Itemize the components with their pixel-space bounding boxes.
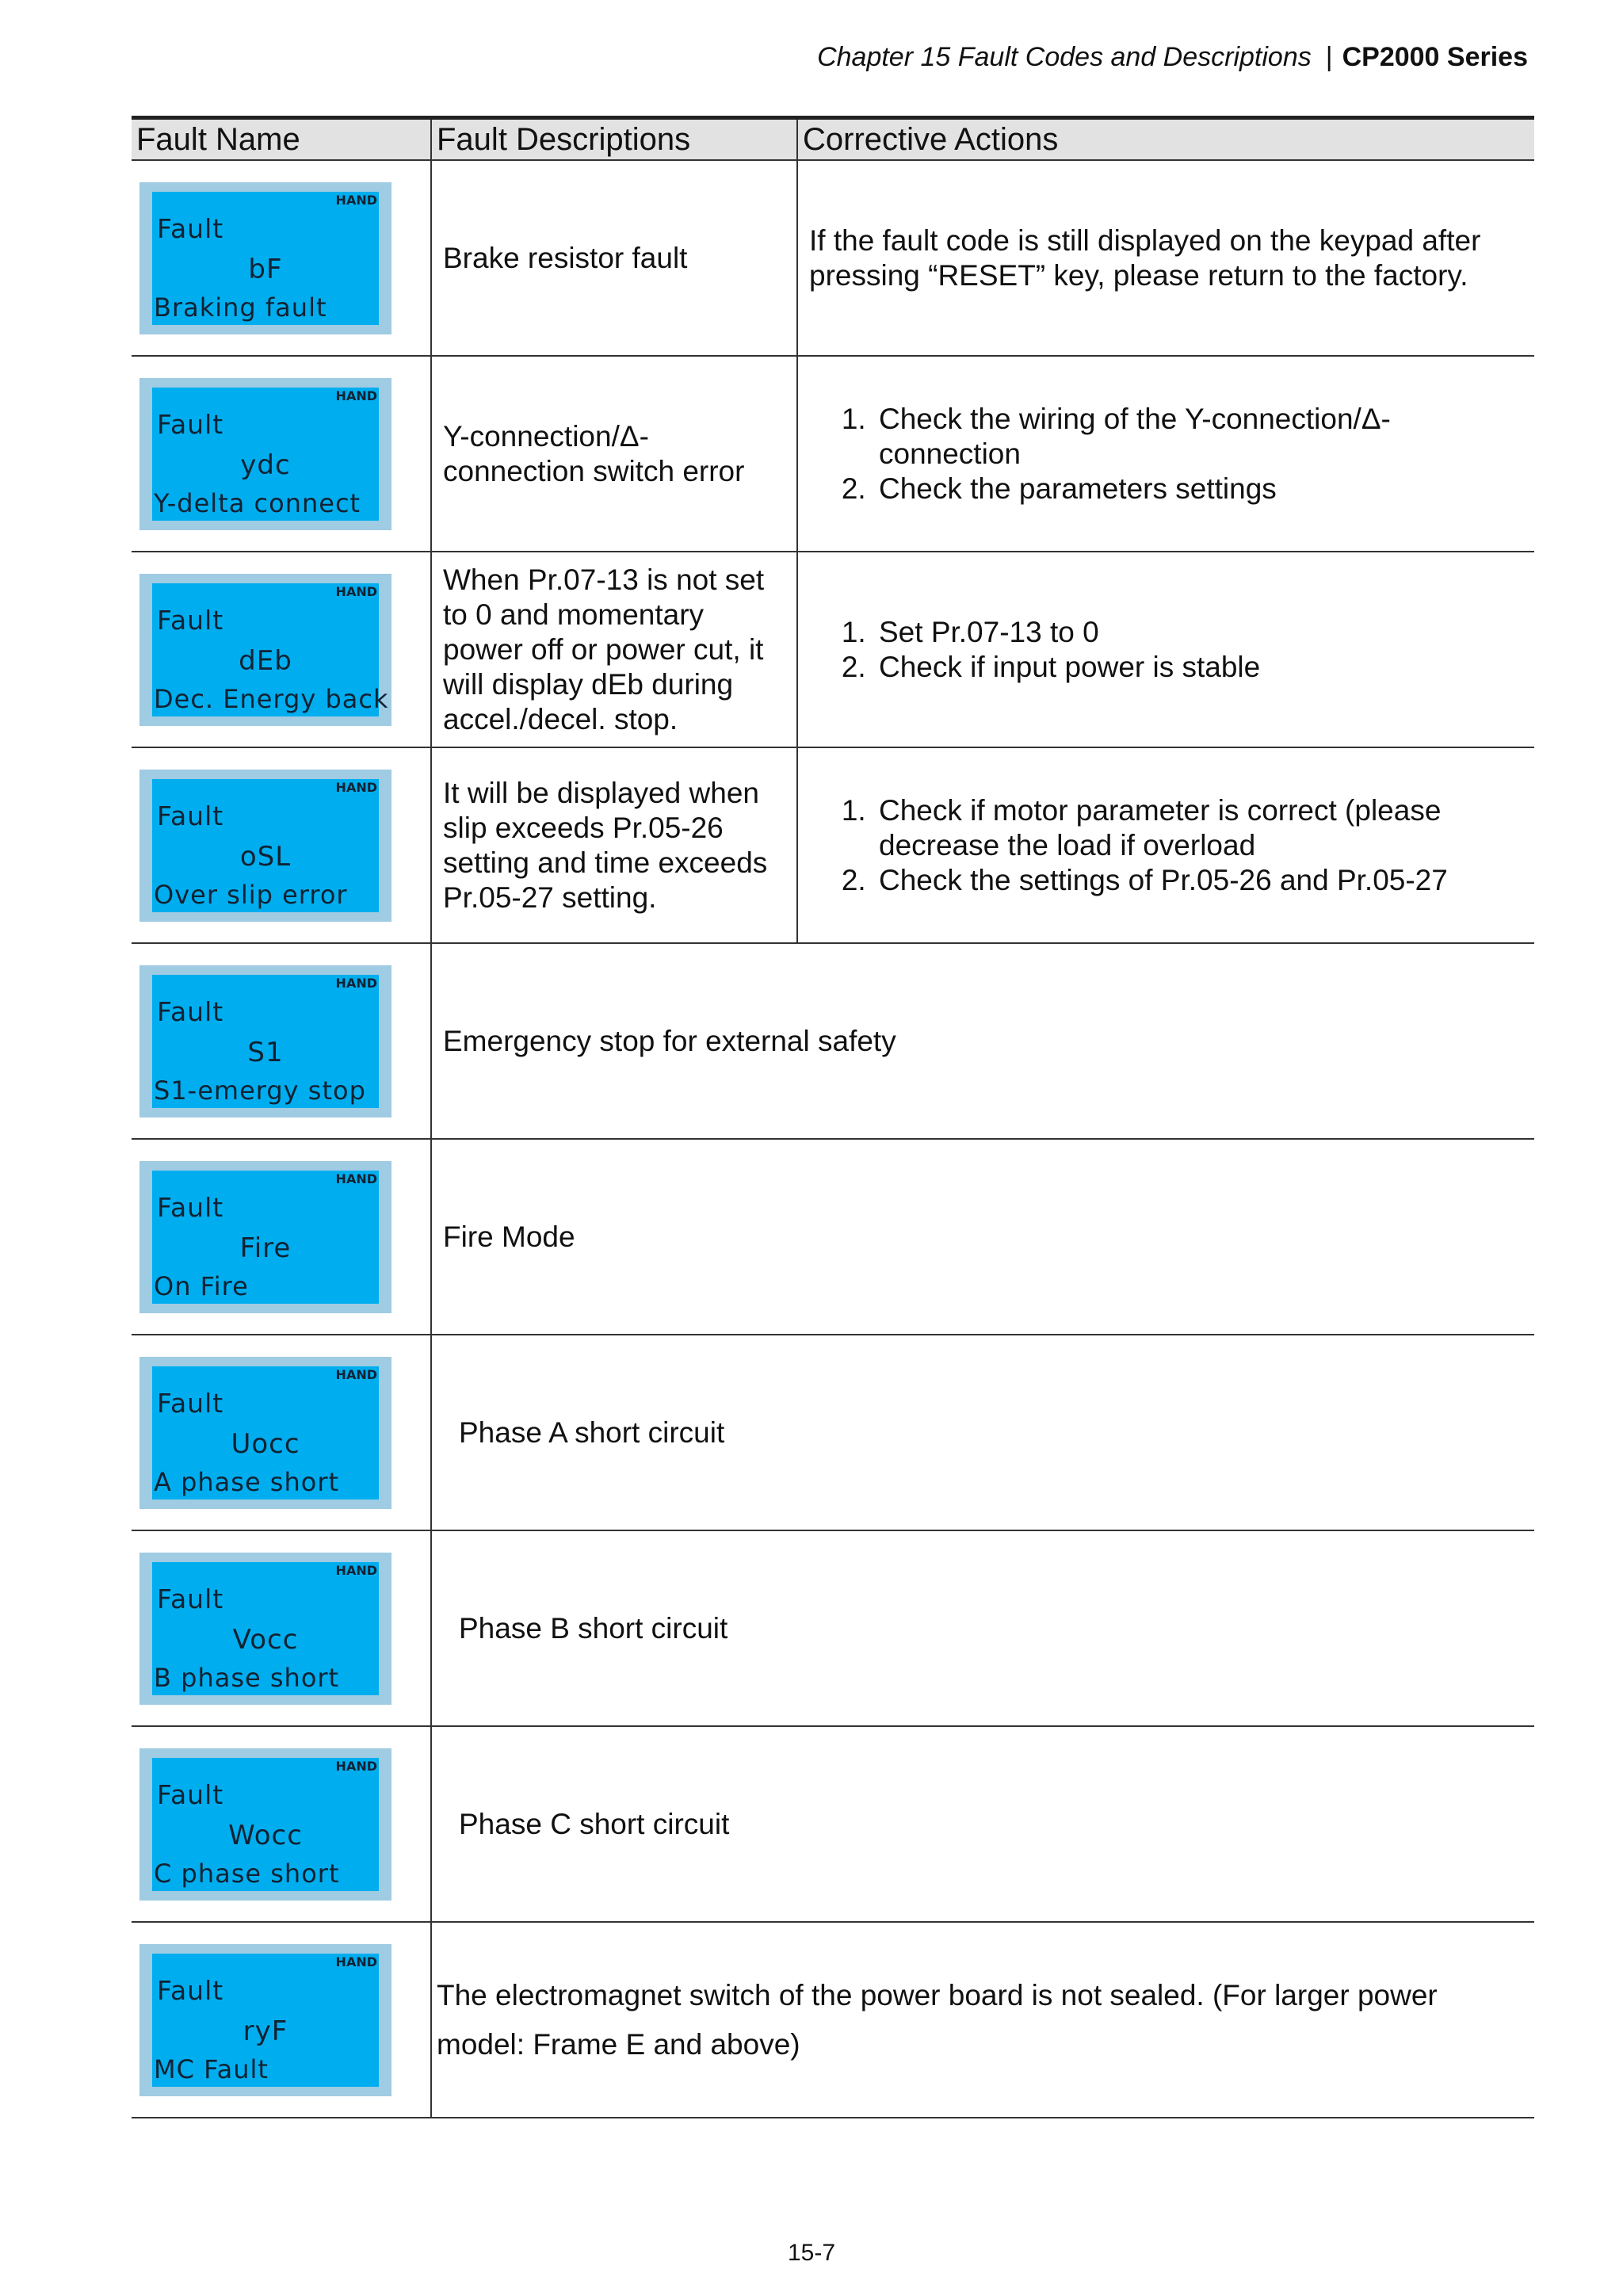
fault-short-desc: B phase short xyxy=(154,1662,340,1693)
column-header-corrective-actions: Corrective Actions xyxy=(797,118,1534,161)
fault-name-cell xyxy=(132,356,431,552)
corrective-action-item: 1. Check if motor parameter is correct (please decrease the load if overload xyxy=(874,793,1526,863)
fault-description: Brake resistor fault xyxy=(431,160,797,356)
table-row xyxy=(132,552,1534,747)
lcd-fault-label: Fault xyxy=(157,1583,224,1614)
chapter-title: Chapter 15 Fault Codes and Descriptions xyxy=(817,42,1312,72)
keypad-lcd-display xyxy=(139,1553,391,1705)
table-row xyxy=(132,747,1534,943)
fault-code: Uocc xyxy=(231,1427,300,1460)
hand-indicator: HAND xyxy=(335,1562,377,1578)
fault-code: oSL xyxy=(239,840,292,873)
corrective-actions-cell xyxy=(797,552,1534,747)
keypad-lcd-display xyxy=(139,182,391,334)
fault-name-cell xyxy=(132,552,431,747)
fault-description: Phase B short circuit xyxy=(431,1530,1534,1726)
hand-indicator: HAND xyxy=(335,583,377,599)
lcd-fault-label: Fault xyxy=(157,212,224,244)
hand-indicator: HAND xyxy=(335,975,377,991)
corrective-action-list xyxy=(809,402,1526,506)
keypad-lcd-display xyxy=(139,965,391,1117)
hand-indicator: HAND xyxy=(335,1954,377,1969)
lcd-fault-label: Fault xyxy=(157,1974,224,2006)
page-number: 15-7 xyxy=(787,2240,836,2266)
hand-indicator: HAND xyxy=(335,388,377,403)
table-row xyxy=(132,1726,1534,1922)
keypad-lcd-display xyxy=(139,1161,391,1313)
fault-description: When Pr.07-13 is not set to 0 and momentary power off or power cut, it will display dEb during accel./decel. stop. xyxy=(431,552,797,747)
corrective-action-item: 2. Check the settings of Pr.05-26 and Pr.05-27 xyxy=(874,863,1526,898)
corrective-action-item: 1. Check the wiring of the Y-connection/Δ-connection xyxy=(874,402,1526,472)
keypad-lcd-display xyxy=(139,1944,391,2096)
keypad-lcd-display xyxy=(139,770,391,922)
column-header-fault-descriptions: Fault Descriptions xyxy=(431,118,797,161)
corrective-actions-cell xyxy=(797,747,1534,943)
fault-code: Wocc xyxy=(228,1819,303,1851)
keypad-lcd-display xyxy=(139,1748,391,1901)
hand-indicator: HAND xyxy=(335,779,377,795)
fault-description: Phase C short circuit xyxy=(431,1726,1534,1922)
table-header-row xyxy=(132,118,1534,161)
keypad-lcd-display xyxy=(139,574,391,726)
fault-code: ydc xyxy=(240,449,291,481)
corrective-action-list xyxy=(809,615,1526,685)
fault-description: It will be displayed when slip exceeds Pr.05-26 setting and time exceeds Pr.05-27 setting. xyxy=(431,747,797,943)
fault-name-cell xyxy=(132,1726,431,1922)
lcd-fault-label: Fault xyxy=(157,1387,224,1419)
hand-indicator: HAND xyxy=(335,1171,377,1186)
fault-short-desc: Braking fault xyxy=(154,292,327,323)
fault-name-cell xyxy=(132,747,431,943)
fault-short-desc: C phase short xyxy=(154,1858,340,1889)
fault-code: bF xyxy=(248,253,283,285)
header-separator: | xyxy=(1325,42,1333,72)
fault-description: The electromagnet switch of the power board is not sealed. (For larger power model: Frame E and above) xyxy=(431,1922,1534,2118)
table-row xyxy=(132,943,1534,1139)
fault-name-cell xyxy=(132,1139,431,1335)
table-row xyxy=(132,1922,1534,2118)
fault-description: Y-connection/Δ-connection switch error xyxy=(431,356,797,552)
corrective-actions-cell xyxy=(797,356,1534,552)
lcd-fault-label: Fault xyxy=(157,1191,224,1223)
corrective-action-item: 2. Check the parameters settings xyxy=(874,472,1526,506)
fault-code: dEb xyxy=(239,644,292,677)
fault-short-desc: Over slip error xyxy=(154,879,348,910)
fault-table xyxy=(132,116,1534,2118)
column-header-fault-name: Fault Name xyxy=(132,118,431,161)
fault-short-desc: Y-delta connect xyxy=(154,487,361,518)
fault-name-cell xyxy=(132,943,431,1139)
corrective-action-item: 1. Set Pr.07-13 to 0 xyxy=(874,615,1526,650)
corrective-action-list xyxy=(809,793,1526,898)
series-name: CP2000 Series xyxy=(1342,42,1528,72)
corrective-action: If the fault code is still displayed on the keypad after pressing “RESET” key, please return to the factory. xyxy=(797,160,1534,356)
fault-name-cell xyxy=(132,1922,431,2118)
fault-name-cell xyxy=(132,1335,431,1530)
table-row xyxy=(132,356,1534,552)
table-row xyxy=(132,160,1534,356)
table-row xyxy=(132,1530,1534,1726)
fault-short-desc: S1-emergy stop xyxy=(154,1075,366,1106)
fault-short-desc: Dec. Energy back xyxy=(154,683,389,714)
hand-indicator: HAND xyxy=(335,192,377,208)
fault-short-desc: MC Fault xyxy=(154,2053,269,2084)
fault-name-cell xyxy=(132,160,431,356)
keypad-lcd-display xyxy=(139,378,391,530)
fault-code: S1 xyxy=(247,1036,284,1068)
hand-indicator: HAND xyxy=(335,1366,377,1382)
corrective-action-item: 2. Check if input power is stable xyxy=(874,650,1526,685)
fault-code: Vocc xyxy=(232,1623,299,1656)
fault-description: Fire Mode xyxy=(431,1139,1534,1335)
fault-code: Fire xyxy=(239,1232,292,1264)
table-row xyxy=(132,1139,1534,1335)
fault-description: Phase A short circuit xyxy=(431,1335,1534,1530)
table-row xyxy=(132,1335,1534,1530)
lcd-fault-label: Fault xyxy=(157,800,224,831)
hand-indicator: HAND xyxy=(335,1758,377,1774)
keypad-lcd-display xyxy=(139,1357,391,1509)
lcd-fault-label: Fault xyxy=(157,408,224,440)
fault-short-desc: On Fire xyxy=(154,1270,249,1301)
fault-description: Emergency stop for external safety xyxy=(431,943,1534,1139)
page-header xyxy=(0,40,1528,74)
lcd-fault-label: Fault xyxy=(157,604,224,636)
lcd-fault-label: Fault xyxy=(157,1778,224,1810)
lcd-fault-label: Fault xyxy=(157,995,224,1027)
fault-short-desc: A phase short xyxy=(154,1466,340,1497)
fault-name-cell xyxy=(132,1530,431,1726)
fault-code: ryF xyxy=(242,2015,288,2047)
